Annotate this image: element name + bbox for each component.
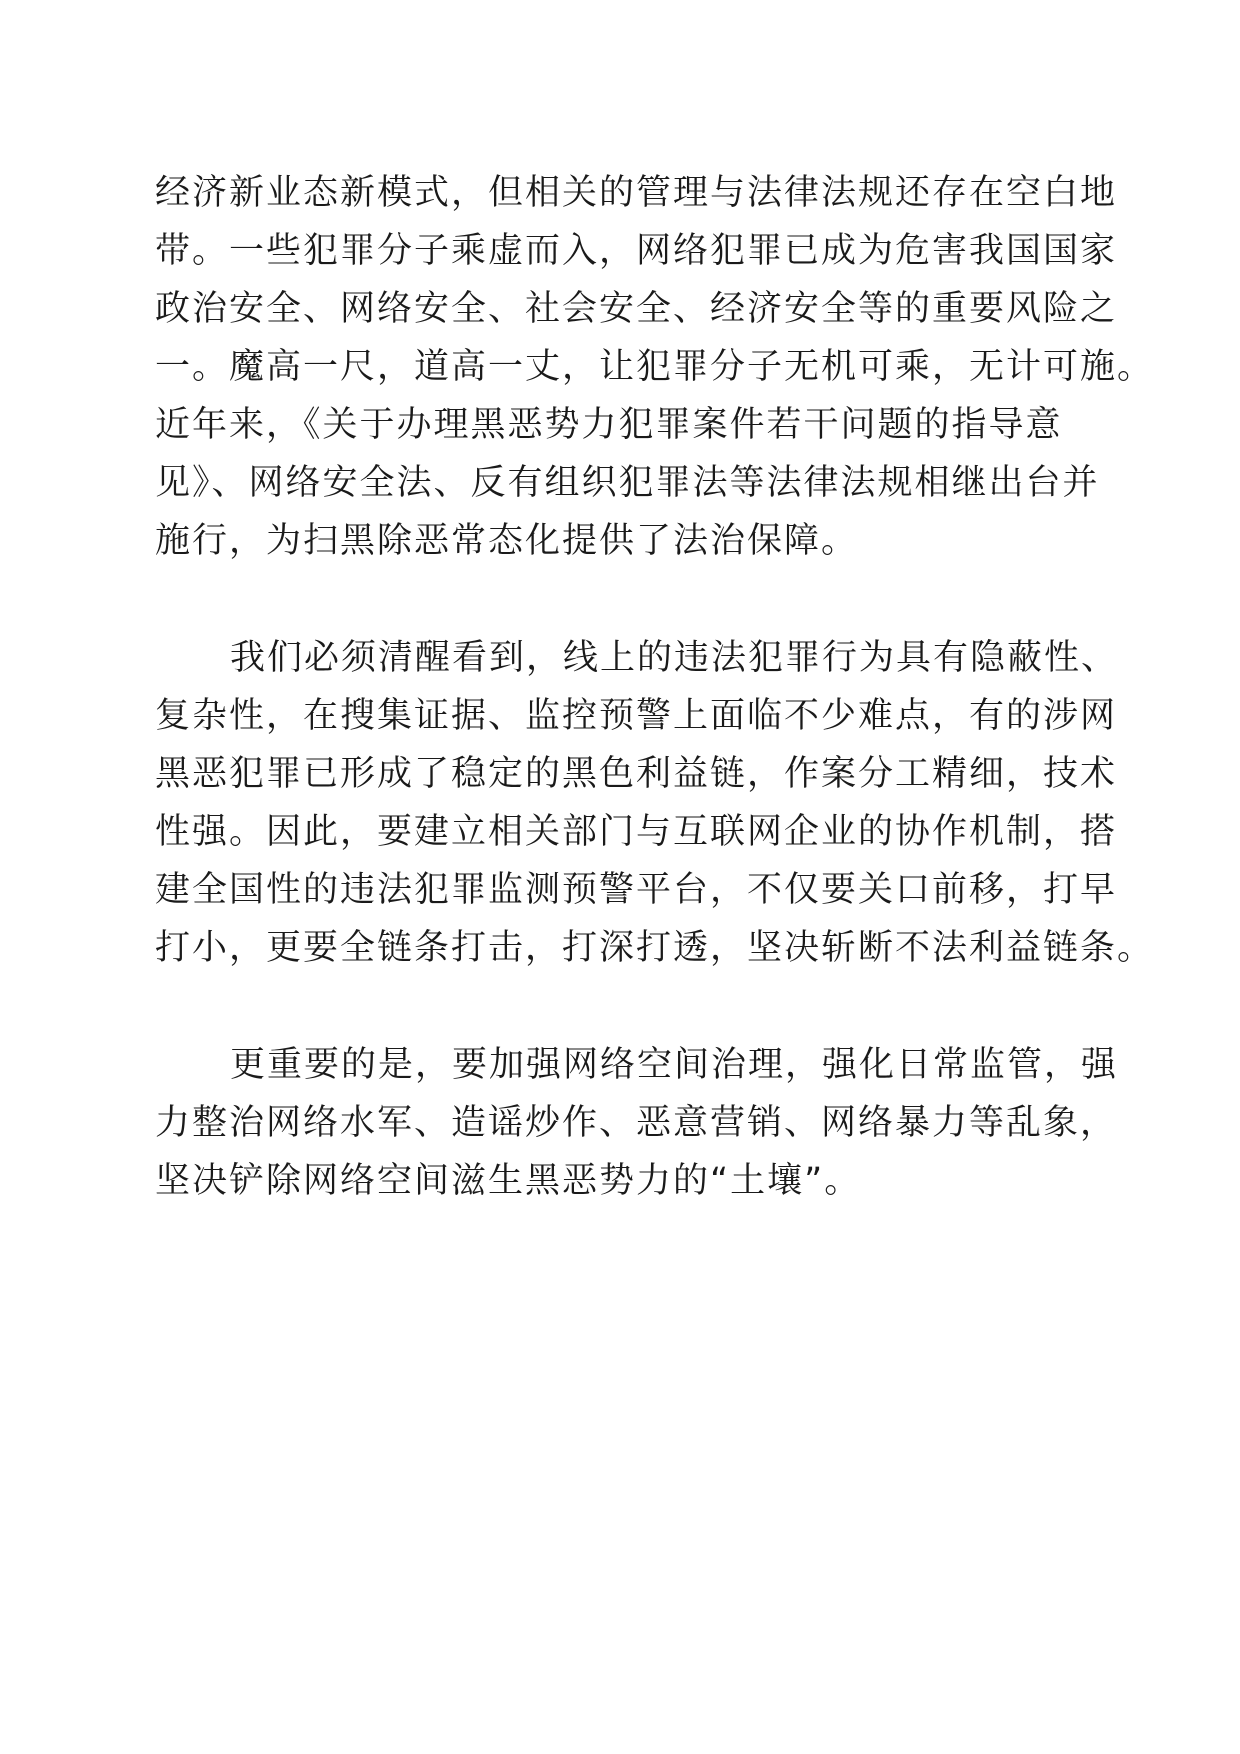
paragraph-1-line-3: 政治安全、网络安全、社会安全、经济安全等的重要风险之 xyxy=(155,289,1118,329)
paragraph-1-line-6: 见》、网络安全法、反有组织犯罪法等法律法规相继出台并 xyxy=(155,463,1100,503)
paragraph-3-line-2: 力整治网络水军、造谣炒作、恶意营销、网络暴力等乱象， xyxy=(155,1103,1118,1143)
paragraph-1-line-4: 一。魔高一尺，道高一丈，让犯罪分子无机可乘，无计可施。 xyxy=(155,347,1155,387)
paragraph-2-line-6: 打小，更要全链条打击，打深打透，坚决斩断不法利益链条。 xyxy=(155,928,1155,968)
paragraph-2-line-4: 性强。因此，要建立相关部门与互联网企业的协作机制，搭 xyxy=(155,812,1118,852)
paragraph-3-line-1: 更重要的是，要加强网络空间治理，强化日常监管，强 xyxy=(230,1045,1119,1085)
paragraph-3-line-3: 坚决铲除网络空间滋生黑恶势力的“土壤”。 xyxy=(155,1161,862,1201)
paragraph-2-line-1: 我们必须清醒看到，线上的违法犯罪行为具有隐蔽性、 xyxy=(230,638,1119,678)
paragraph-2-line-5: 建全国性的违法犯罪监测预警平台，不仅要关口前移，打早 xyxy=(155,870,1118,910)
paragraph-2-line-3: 黑恶犯罪已形成了稳定的黑色利益链，作案分工精细，技术 xyxy=(155,754,1118,794)
paragraph-1-line-1: 经济新业态新模式，但相关的管理与法律法规还存在空白地 xyxy=(155,173,1118,213)
paragraph-1-line-2: 带。一些犯罪分子乘虚而入，网络犯罪已成为危害我国国家 xyxy=(155,231,1118,271)
paragraph-2-line-2: 复杂性，在搜集证据、监控预警上面临不少难点，有的涉网 xyxy=(155,696,1118,736)
paragraph-1-line-7: 施行，为扫黑除恶常态化提供了法治保障。 xyxy=(155,521,859,561)
paragraph-1-line-5: 近年来，《关于办理黑恶势力犯罪案件若干问题的指导意 xyxy=(155,405,1063,445)
